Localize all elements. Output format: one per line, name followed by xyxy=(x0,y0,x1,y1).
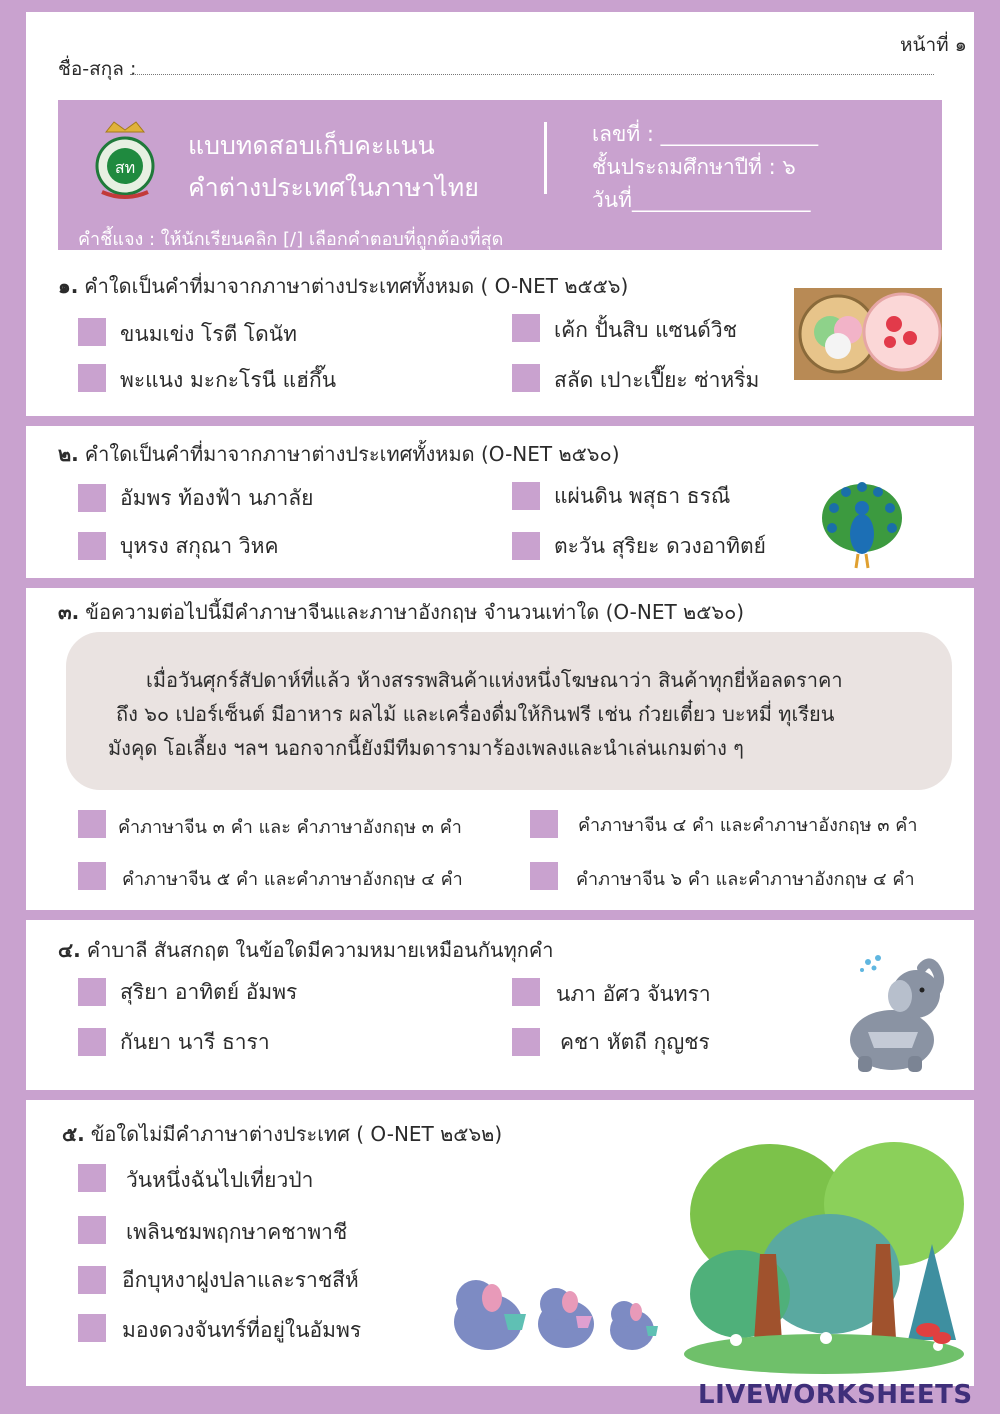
question-4 xyxy=(58,934,554,966)
option-q3-a: คำภาษาจีน ๓ คำ และ คำภาษาอังกฤษ ๓ คำ xyxy=(118,817,462,838)
header-band xyxy=(58,100,942,250)
question-number: ๑. xyxy=(58,274,79,298)
option-q1-a: ขนมเข่ง โรตี โดนัท xyxy=(120,322,298,346)
option-q2-c: บุหรง สกุณา วิหค xyxy=(120,534,279,558)
question-text: คำใดเป็นคำที่มาจากภาษาต่างประเทศทั้งหมด ( O-NET ๒๕๕๖) xyxy=(84,274,629,298)
title-line-1: แบบทดสอบเก็บคะแนน xyxy=(188,131,435,160)
dessert-bowls-image xyxy=(794,288,942,380)
instruction-text: คำชี้แจง : ให้นักเรียนคลิก [/] เลือกคำตอบที่ถูกต้องที่สุด xyxy=(78,229,504,250)
checkbox-q5-a[interactable] xyxy=(78,1164,106,1192)
checkbox-q2-b[interactable] xyxy=(512,482,540,510)
name-label: ชื่อ-สกุล : xyxy=(58,58,137,80)
option-q2-d: ตะวัน สุริยะ ดวงอาทิตย์ xyxy=(554,534,766,558)
checkbox-q3-c[interactable] xyxy=(78,862,106,890)
name-dotted-line[interactable] xyxy=(130,74,934,75)
option-q3-c: คำภาษาจีน ๕ คำ และคำภาษาอังกฤษ ๔ คำ xyxy=(122,869,463,890)
checkbox-q3-a[interactable] xyxy=(78,810,106,838)
option-q4-b: นภา อัศว จันทรา xyxy=(556,982,711,1006)
checkbox-q1-b[interactable] xyxy=(512,314,540,342)
passage-line-2: ถึง ๖๐ เปอร์เซ็นต์ มีอาหาร ผลไม้ และเครื่องดื่มให้กินฟรี เช่น ก๋วยเตี๋ยว บะหมี่ ทุเรียน xyxy=(116,702,835,726)
question-text: คำบาลี สันสกฤต ในข้อใดมีความหมายเหมือนกันทุกคำ xyxy=(86,938,554,962)
question-number: ๕. xyxy=(62,1122,85,1146)
option-q5-b: เพลินชมพฤกษาคชาพาชี xyxy=(126,1220,348,1244)
checkbox-q1-a[interactable] xyxy=(78,318,106,346)
question-text: ข้อใดไม่มีคำภาษาต่างประเทศ ( O-NET ๒๕๖๒) xyxy=(90,1122,503,1146)
option-q5-d: มองดวงจันทร์ที่อยู่ในอัมพร xyxy=(122,1318,362,1342)
passage-line-3: มังคุด โอเลี้ยง ฯลฯ นอกจากนี้ยังมีทีมดารามาร้องเพลงและนำเล่นเกมต่าง ๆ xyxy=(108,736,744,760)
elephant-spraying-illustration xyxy=(838,952,948,1074)
question-1 xyxy=(58,270,628,302)
forest-trees-illustration xyxy=(680,1134,968,1374)
option-q1-d: สลัด เปาะเปี๊ยะ ซ่าหริ่ม xyxy=(554,368,760,392)
header-divider xyxy=(544,122,547,194)
liveworksheets-logo: LIVEWORKSHEETS xyxy=(698,1380,973,1410)
question-text: ข้อความต่อไปนี้มีคำภาษาจีนและภาษาอังกฤษ จำนวนเท่าใด (O-NET ๒๕๖๐) xyxy=(85,600,745,624)
question-2 xyxy=(58,438,620,470)
checkbox-q4-c[interactable] xyxy=(78,1028,106,1056)
option-q4-c: กันยา นารี ธารา xyxy=(120,1030,270,1054)
option-q3-b: คำภาษาจีน ๔ คำ และคำภาษาอังกฤษ ๓ คำ xyxy=(578,815,918,836)
option-q1-b: เค้ก ปั้นสิบ แซนด์วิช xyxy=(554,318,737,342)
page-number: หน้าที่ ๑ xyxy=(900,34,967,56)
question-number: ๒. xyxy=(58,442,79,466)
option-q4-d: คชา หัตถี กุญชร xyxy=(560,1030,710,1054)
option-q3-d: คำภาษาจีน ๖ คำ และคำภาษาอังกฤษ ๔ คำ xyxy=(576,869,915,890)
student-number-field[interactable]: เลขที่ : _______________ xyxy=(592,122,819,146)
option-q5-a: วันหนึ่งฉันไปเที่ยวป่า xyxy=(126,1168,314,1192)
question-number: ๔. xyxy=(58,938,81,962)
grade-label: ชั้นประถมศึกษาปีที่ : ๖ xyxy=(592,155,796,179)
question-3 xyxy=(58,596,744,628)
peacock-illustration xyxy=(820,478,904,570)
checkbox-q5-c[interactable] xyxy=(78,1266,106,1294)
checkbox-q2-a[interactable] xyxy=(78,484,106,512)
option-q4-a: สุริยา อาทิตย์ อัมพร xyxy=(120,980,298,1004)
checkbox-q4-d[interactable] xyxy=(512,1028,540,1056)
checkbox-q2-c[interactable] xyxy=(78,532,106,560)
checkbox-q4-b[interactable] xyxy=(512,978,540,1006)
question-5 xyxy=(62,1118,502,1150)
checkbox-q3-b[interactable] xyxy=(530,810,558,838)
seal-text: สท xyxy=(114,158,136,177)
question-number: ๓. xyxy=(58,600,80,624)
title-line-2: คำต่างประเทศในภาษาไทย xyxy=(188,173,479,202)
option-q1-c: พะแนง มะกะโรนี แฮ่กึ๊น xyxy=(120,368,337,392)
question-text: คำใดเป็นคำที่มาจากภาษาต่างประเทศทั้งหมด (O-NET ๒๕๖๐) xyxy=(84,442,620,466)
checkbox-q5-b[interactable] xyxy=(78,1216,106,1244)
option-q2-b: แผ่นดิน พสุธา ธรณี xyxy=(554,484,731,508)
option-q5-c: อีกบุหงาฝูงปลาและราชสีห์ xyxy=(122,1268,359,1292)
elephant-family-illustration xyxy=(448,1270,668,1360)
date-field[interactable]: วันที่_________________ xyxy=(592,188,811,212)
checkbox-q1-c[interactable] xyxy=(78,364,106,392)
checkbox-q1-d[interactable] xyxy=(512,364,540,392)
passage-line-1: เมื่อวันศุกร์สัปดาห์ที่แล้ว ห้างสรรพสินค้าแห่งหนึ่งโฆษณาว่า สินค้าทุกยี่ห้อลดราคา xyxy=(146,668,843,692)
checkbox-q2-d[interactable] xyxy=(512,532,540,560)
school-seal-icon xyxy=(94,118,156,202)
option-q2-a: อัมพร ท้องฟ้า นภาลัย xyxy=(120,486,314,510)
checkbox-q5-d[interactable] xyxy=(78,1314,106,1342)
checkbox-q3-d[interactable] xyxy=(530,862,558,890)
checkbox-q4-a[interactable] xyxy=(78,978,106,1006)
